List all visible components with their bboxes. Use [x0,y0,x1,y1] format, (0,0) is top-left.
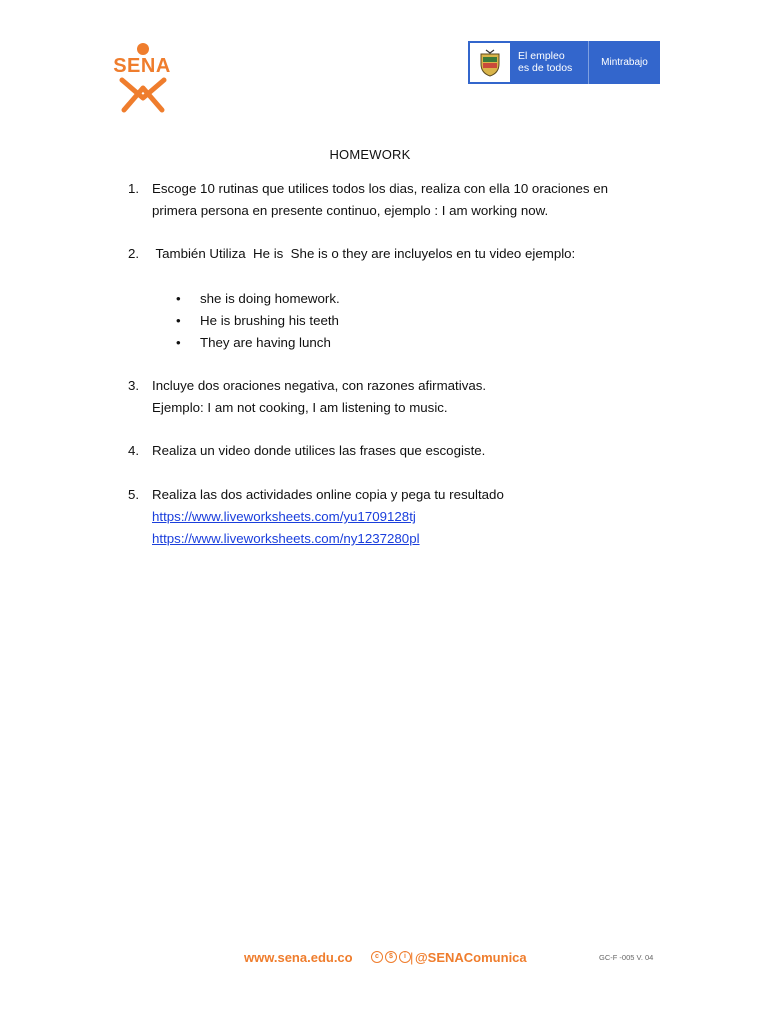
item-text-line: primera persona en presente continuo, ejemplo : I am working now. [152,203,549,218]
liveworksheets-link-2[interactable]: https://www.liveworksheets.com/ny1237280pl [152,531,420,546]
item-number: 1. [128,181,140,196]
bullet-icon: • [176,313,181,328]
page-title: HOMEWORK [329,147,411,162]
bullet-text: He is brushing his teeth [200,313,339,328]
item-text-line: También Utiliza He is She is o they are incluyelos en tu video ejemplo: [152,246,576,261]
gov-ministry: Mintrabajo [601,57,648,68]
coat-of-arms-icon [477,48,503,78]
sena-logo-text: SENA [113,55,171,77]
bullet-text: she is doing homework. [200,291,340,306]
item-number: 2. [128,246,140,261]
item-text-line: Escoge 10 rutinas que utilices todos los dias, realiza con ella 10 oraciones en [152,181,609,196]
item-text-line: Incluye dos oraciones negativa, con razones afirmativas. [152,378,487,393]
info-icon: i [399,951,411,963]
bullet-icon: • [176,335,181,350]
creative-commons-icons [371,950,414,965]
gov-slogan-line1: El empleo [518,50,565,62]
item-text-line: Ejemplo: I am not cooking, I am listening to music. [152,400,448,415]
gov-banner [468,41,660,84]
footer-separator: | [410,950,414,965]
item-number: 3. [128,378,140,393]
liveworksheets-link-1[interactable]: https://www.liveworksheets.com/yu1709128tj [152,509,416,524]
sena-logo [104,40,180,114]
nc-icon: $ [385,951,397,963]
footer-social-handle: @SENAComunica [415,950,527,965]
item-number: 4. [128,443,140,458]
item-number: 5. [128,487,140,502]
gov-slogan-line2: es de todos [518,62,573,74]
item-text-line: Realiza las dos actividades online copia y pega tu resultado [152,487,504,502]
bullet-text: They are having lunch [200,335,331,350]
cc-icon: c [371,951,383,963]
footer-website: www.sena.edu.co [244,950,353,965]
gov-shield [470,43,510,82]
item-text-line: Realiza un video donde utilices las frases que escogiste. [152,443,486,458]
gov-slogan [510,41,588,84]
bullet-icon: • [176,291,181,306]
footer-form-code: GC-F -005 V. 04 [599,953,654,962]
